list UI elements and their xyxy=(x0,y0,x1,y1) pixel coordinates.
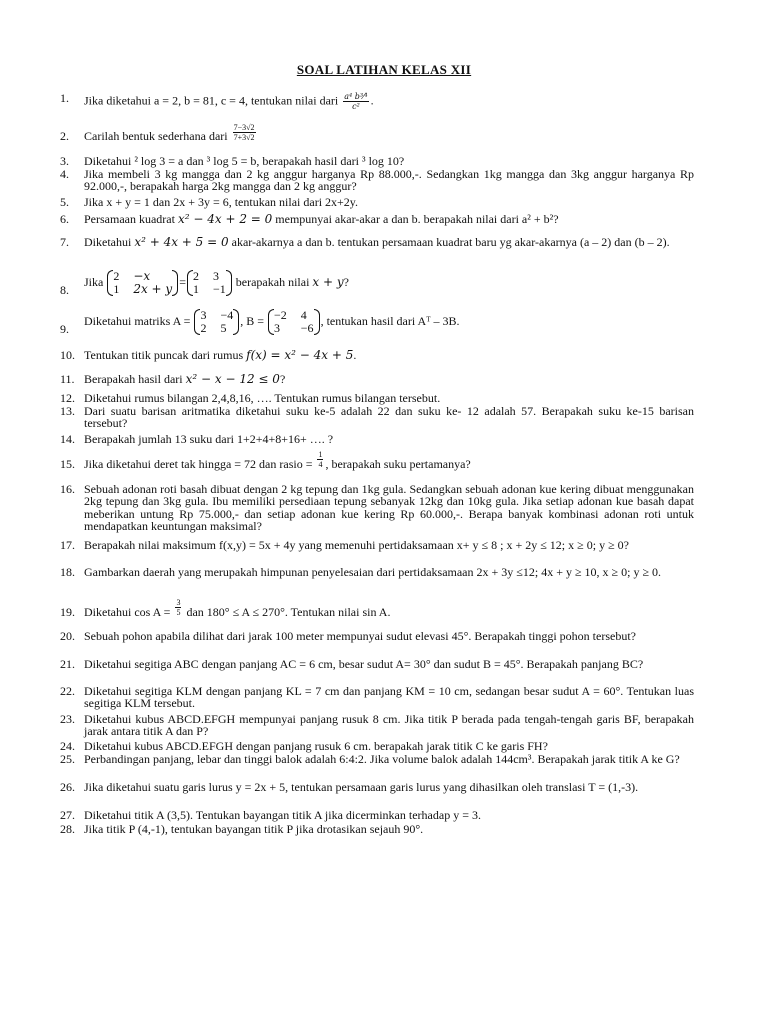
question-number: 15. xyxy=(60,457,75,471)
question-number: 14. xyxy=(60,432,75,446)
document-page: SOAL LATIHAN KELAS XII 1. Jika diketahui a = 2, b = 81, c = 4, tentukan nilai dari $\frac{\text{a⁴ b³⁄⁴}}{\text{c²}}$ . 2. Carilah bentuk sederhana dari $\frac{7-3√2}{7+3√2}$ 3. Diketahui ² log 3 = a dan ³ log 5 = b, berapakah hasil dari ³ log 10? 4. Jika membeli 3 kg mangga dan 2 kg anggur harganya Rp 88.000,-. Sedangkan 1kg mangga dan 3kg anggur harganya Rp 92.000,-, berapakah harga 2kg mangga dan 2 kg anggur? 5. Jika x + y = 1 dan 2x + 3y = 6, tentukan nilai dari 2x+2y. 6. Persamaan kuadrat x² − 4x + 2 = 0 mempunyai akar-akar a dan b. berapakah nilai dari a² + b²? 7. Diketahui x² + 4x + 5 = 0 akar-akarnya a dan b. tentukan persamaan kuadrat baru yg akar-akarnya (a – 2) dan (b – 2). 8. Jika 2 −x 1 2x + y = 2 3 1 −1 berapakah nilai x + y? 9. Diketahui matriks A = 3 −4 2 5 , B = −2 4 3 −6 , tentukan hasil dari Aᵀ – 3B. 10. Tentukan titik puncak dari rumus f(x) = x² − 4x + 5. 11. Berapakah hasil dari x² − x − 12 ≤ 0? 12. Diketahui rumus bilangan 2,4,8,16, …. Tentukan rumus bilangan tersebut. 13. Dari suatu barisan aritmatika diketahui suku ke-5 adalah 22 dan suku ke- 12 adalah 57. Berapakah suku ke-15 barisan tersebut? 14. Berapakah jumlah 13 suku dari 1+2+4+8+16+ …. ? 15. Jika diketahui deret tak hingga = 72 dan rasio = $\frac{1}{4}$ , berapakah suku pertamanya? 16. Sebuah adonan roti basah dibuat dengan 2 kg tepung dan 1kg gula. Sedangkan sebuah adonan kue kering dibuat menggunakan 2kg tepung dan 3kg gula. Ibu memiliki persediaan tepung sebanyak 12kg dan 10kg gula. Jika setiap adonan kue basah dapat meberikan untung Rp 75.000,- dan setiap adonan kue kering Rp 60.000,-. Berapa banyak kombinasi adonan roti untuk mendapatkan keuntungan maksimal? 17. Berapakah nilai maksimum f(x,y) = 5x + 4y yang memenuhi pertidaksamaan x+ y ≤ 8 ; x + 2y ≤ 12; x ≥ 0; y ≥ 0? 18. Gambarkan daerah yang merupakah himpunan penyelesaian dari pertidaksamaan 2x + 3y ≤12; 4x + y ≥ 10, x ≥ 0; y ≥ 0. 19. Diketahui cos A = $\frac{3}{5}$ dan 180° ≤ A ≤ 270°. Tentukan nilai sin A. 20. Sebuah pohon apabila dilihat dari jarak 100 meter mempunyai sudut elevasi 45°. Berapakah tinggi pohon tersebut? 21. Diketahui segitiga ABC dengan panjang AC = 6 cm, besar sudut A= 30° dan sudut B = 45°. Berapakah panjang BC? 22. Diketahui segitiga KLM dengan panjang KL = 7 cm dan panjang KM = 10 cm, sedangan besar sudut A = 60°. Tentukan luas segitiga KLM tersebut. 23. Diketahui kubus ABCD.EFGH mempunyai panjang rusuk 8 cm. Jika titik P berada pada tengah-tengah garis BF, berapakah jarak antara titik A dan P? 24. Diketahui kubus ABCD.EFGH dengan panjang rusuk 6 cm. berapakah jarak titik C ke garis FH? 25. Perbandingan panjang, lebar dan tinggi balok adalah 6:4:2. Jika volume balok adalah 144cm³. Berapakah jarak titik A ke G? 26. Jika diketahui suatu garis lurus y = 2x + 5, tentukan persamaan garis lurus yang dihasilkan oleh translasi T = (1,-3). 27. Diketahui titik A (3,5). Tentukan bayangan titik A jika dicerminkan terhadap y = 3. 28. Jika titik P (4,-1), tentukan bayangan titik P jika drotasikan sejauh 90°. xyxy=(0,0,768,1024)
question-text: Carilah bentuk sederhana dari xyxy=(84,129,228,143)
question-text: Perbandingan panjang, lebar dan tinggi balok adalah 6:4:2. Jika volume balok adalah 144cm³. Berapakah jarak titik A ke G? xyxy=(84,752,680,766)
question-text: Dari suatu barisan aritmatika diketahui suku ke-5 adalah 22 dan suku ke- 12 adalah 57. Berapakah suku ke-15 barisan tersebut? xyxy=(84,404,694,431)
question-text: Diketahui titik A (3,5). Tentukan bayangan titik A jika dicerminkan terhadap y = 3. xyxy=(84,808,481,822)
question-number: 25. xyxy=(60,752,75,766)
question-number: 16. xyxy=(60,482,75,496)
question-number: 1. xyxy=(60,91,69,105)
matrix-b: −2 4 3 −6 xyxy=(268,309,320,335)
question-number: 24. xyxy=(60,739,75,753)
question-number: 11. xyxy=(60,372,75,386)
matrix-left: 2 −x 1 2x + y xyxy=(107,270,178,296)
equation: f(x) = x² − 4x + 5 xyxy=(246,348,354,362)
matrix-right: 2 3 1 −1 xyxy=(187,270,232,296)
question-number: 5. xyxy=(60,195,69,209)
question-number: 2. xyxy=(60,129,69,143)
question-text: Jika membeli 3 kg mangga dan 2 kg anggur harganya Rp 88.000,-. Sedangkan 1kg mangga dan 3kg anggur harganya Rp 92.000,-, berapakah harga 2kg mangga dan 2 kg anggur? xyxy=(84,167,694,194)
question-number: 19. xyxy=(60,605,75,619)
question-number: 20. xyxy=(60,629,75,643)
question-number: 21. xyxy=(60,657,75,671)
fraction-expression: $\frac{\text{a⁴ b³⁄⁴}}{\text{c²}}$ xyxy=(344,92,368,111)
question-number: 17. xyxy=(60,538,75,552)
fraction-expression: $\frac{3}{5}$ xyxy=(176,597,181,617)
question-number: 22. xyxy=(60,684,75,698)
question-number: 18. xyxy=(60,565,75,579)
question-text: Berapakah jumlah 13 suku dari 1+2+4+8+16+ …. ? xyxy=(84,432,334,446)
question-number: 6. xyxy=(60,212,69,226)
question-text: Diketahui segitiga ABC dengan panjang AC = 6 cm, besar sudut A= 30° dan sudut B = 45°. Berapakah panjang BC? xyxy=(84,657,644,671)
equation: x² − 4x + 2 = 0 xyxy=(177,212,273,226)
question-text: Jika x + y = 1 dan 2x + 3y = 6, tentukan nilai dari 2x+2y. xyxy=(84,195,359,209)
question-text: Sebuah pohon apabila dilihat dari jarak 100 meter mempunyai sudut elevasi 45°. Berapakah tinggi pohon tersebut? xyxy=(84,629,636,643)
question-number: 8. xyxy=(60,283,69,297)
question-number: 9. xyxy=(60,322,69,336)
question-text: Jika titik P (4,-1), tentukan bayangan titik P jika drotasikan sejauh 90°. xyxy=(84,822,424,836)
fraction-expression: $\frac{1}{4}$ xyxy=(318,449,323,469)
question-text: Diketahui rumus bilangan 2,4,8,16, …. Tentukan rumus bilangan tersebut. xyxy=(84,391,441,405)
question-text: Jika diketahui a = 2, b = 81, c = 4, tentukan nilai dari xyxy=(84,93,339,108)
question-number: 27. xyxy=(60,808,75,822)
question-number: 10. xyxy=(60,348,75,362)
question-text: Diketahui segitiga KLM dengan panjang KL = 7 cm dan panjang KM = 10 cm, sedangan besar sudut A = 60°. Tentukan luas segitiga KLM tersebut. xyxy=(84,684,694,711)
equation: x² − x − 12 ≤ 0 xyxy=(185,372,280,386)
question-text: Diketahui ² log 3 = a dan ³ log 5 = b, berapakah hasil dari ³ log 10? xyxy=(84,154,405,168)
question-number: 7. xyxy=(60,235,69,249)
question-number: 4. xyxy=(60,167,69,181)
fraction-expression: $\frac{7-3√2}{7+3√2}$ xyxy=(233,122,255,142)
question-number: 23. xyxy=(60,712,75,726)
question-text: Berapakah nilai maksimum f(x,y) = 5x + 4y yang memenuhi pertidaksamaan x+ y ≤ 8 ; x + 2y ≤ 12; x ≥ 0; y ≥ 0? xyxy=(84,538,629,552)
question-number: 3. xyxy=(60,154,69,168)
question-text: Jika diketahui suatu garis lurus y = 2x + 5, tentukan persamaan garis lurus yang dihasilkan oleh translasi T = (1,-3). xyxy=(84,780,639,794)
question-text: Sebuah adonan roti basah dibuat dengan 2 kg tepung dan 1kg gula. Sedangkan sebuah adonan kue kering dibuat menggunakan 2kg tepung dan 3kg gula. Ibu memiliki persediaan tepung sebanyak 12kg dan 10kg gula. Jika setiap adonan kue basah dapat meberikan untung Rp 75.000,- dan setiap adonan kue kering Rp 60.000,-. Berapa banyak kombinasi adonan roti untuk mendapatkan keuntungan maksimal? xyxy=(84,482,694,534)
question-number: 13. xyxy=(60,404,75,418)
matrix-a: 3 −4 2 5 xyxy=(194,309,239,335)
question-text: Gambarkan daerah yang merupakah himpunan penyelesaian dari pertidaksamaan 2x + 3y ≤12; 4x + y ≥ 10, x ≥ 0; y ≥ 0. xyxy=(84,565,662,579)
question-text: Diketahui kubus ABCD.EFGH mempunyai panjang rusuk 8 cm. Jika titik P berada pada tengah-tengah garis BF, berapakah jarak antara titik A dan P? xyxy=(84,712,694,739)
question-number: 28. xyxy=(60,822,75,836)
question-text: Diketahui kubus ABCD.EFGH dengan panjang rusuk 6 cm. berapakah jarak titik C ke garis FH? xyxy=(84,739,548,753)
question-number: 26. xyxy=(60,780,75,794)
question-number: 12. xyxy=(60,391,75,405)
equation: x² + 4x + 5 = 0 xyxy=(134,235,229,249)
page-title: SOAL LATIHAN KELAS XII xyxy=(296,62,472,77)
